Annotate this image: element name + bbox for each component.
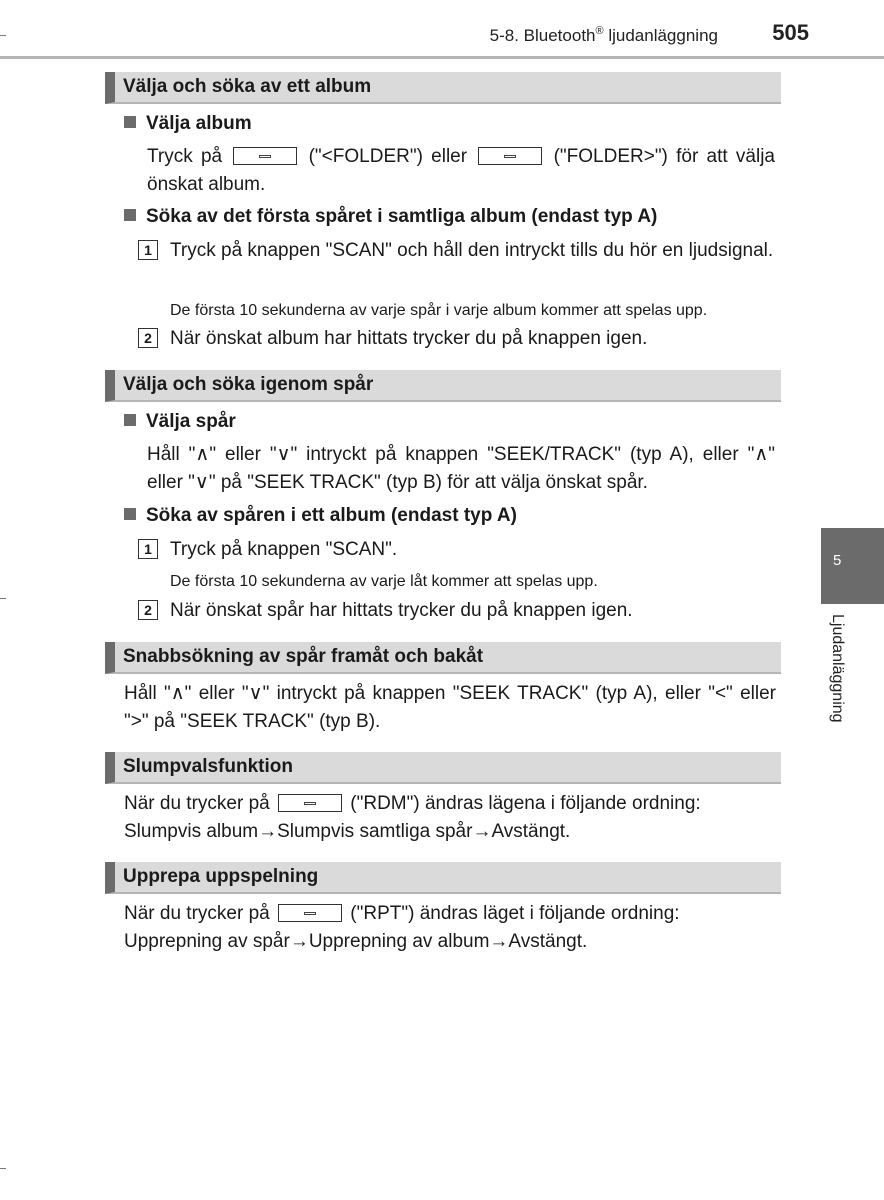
crop-mark (0, 35, 6, 36)
subheading: Söka av spåren i ett album (endast typ A) (124, 505, 517, 527)
page-number: 505 (772, 20, 809, 45)
paragraph: Håll "∧" eller "∨" intryckt på knappen "SEEK/TRACK" (typ A), eller "∧" eller "∨" på "SEEK TRACK" (typ B) för att välja önskat spår. (147, 444, 775, 493)
crop-mark (0, 598, 6, 599)
note: De första 10 sekunderna av varje spår i varje album kommer att spelas upp. (170, 302, 708, 319)
square-bullet-icon (124, 508, 136, 520)
section-title: Välja och söka av ett album (123, 76, 372, 97)
section-title: Slumpvalsfunktion (123, 756, 293, 777)
section-heading (105, 642, 781, 674)
paragraph: Tryck på ("<FOLDER") eller ("FOLDER>") för att välja önskat album. (147, 146, 775, 195)
section-heading (105, 72, 781, 104)
subheading: Välja album (124, 113, 252, 135)
subheading: Välja spår (124, 411, 236, 433)
square-bullet-icon (124, 414, 136, 426)
running-header: 5-8. Bluetooth® ljudanläggning (489, 25, 718, 45)
section-heading (105, 370, 781, 402)
folder-down-button-icon (233, 147, 297, 165)
paragraph: Håll "∧" eller "∨" intryckt på knappen "SEEK TRACK" (typ A), eller "<" eller ">" på "SEEK TRACK" (typ B). (124, 683, 776, 732)
step-text: Tryck på knappen "SCAN" och håll den intryckt tills du hör en ljudsignal. (170, 240, 774, 261)
chapter-number: 5 (833, 552, 842, 569)
header-rule (0, 56, 884, 59)
random-button-icon (278, 794, 342, 812)
section-title: Välja och söka igenom spår (123, 374, 374, 395)
section-heading (105, 752, 781, 784)
step-number: 2 (138, 600, 158, 620)
repeat-button-icon (278, 904, 342, 922)
section-title: Upprepa uppspelning (123, 866, 319, 887)
step-number: 1 (138, 539, 158, 559)
section-heading (105, 862, 781, 894)
square-bullet-icon (124, 116, 136, 128)
step-number: 1 (138, 240, 158, 260)
step-text: Tryck på knappen "SCAN". (170, 539, 398, 560)
paragraph: När du trycker på ("RDM") ändras lägena i följande ordning: Slumpvis album→Slumpvis samtliga spår→Avstängt. (124, 793, 701, 842)
step-text: När önskat album har hittats trycker du på knappen igen. (170, 328, 648, 349)
chapter-label: Ljudanläggning (829, 614, 846, 723)
crop-mark (0, 1168, 6, 1169)
chapter-tab (821, 528, 884, 604)
folder-up-button-icon (478, 147, 542, 165)
step-text: När önskat spår har hittats trycker du på knappen igen. (170, 600, 633, 621)
square-bullet-icon (124, 209, 136, 221)
subheading: Söka av det första spåret i samtliga album (endast typ A) (124, 206, 657, 228)
step-number: 2 (138, 328, 158, 348)
note: De första 10 sekunderna av varje låt kommer att spelas upp. (170, 573, 598, 590)
paragraph: När du trycker på ("RPT") ändras läget i följande ordning: Upprepning av spår→Upprepning av album→Avstängt. (124, 903, 680, 952)
section-title: Snabbsökning av spår framåt och bakåt (123, 646, 484, 667)
